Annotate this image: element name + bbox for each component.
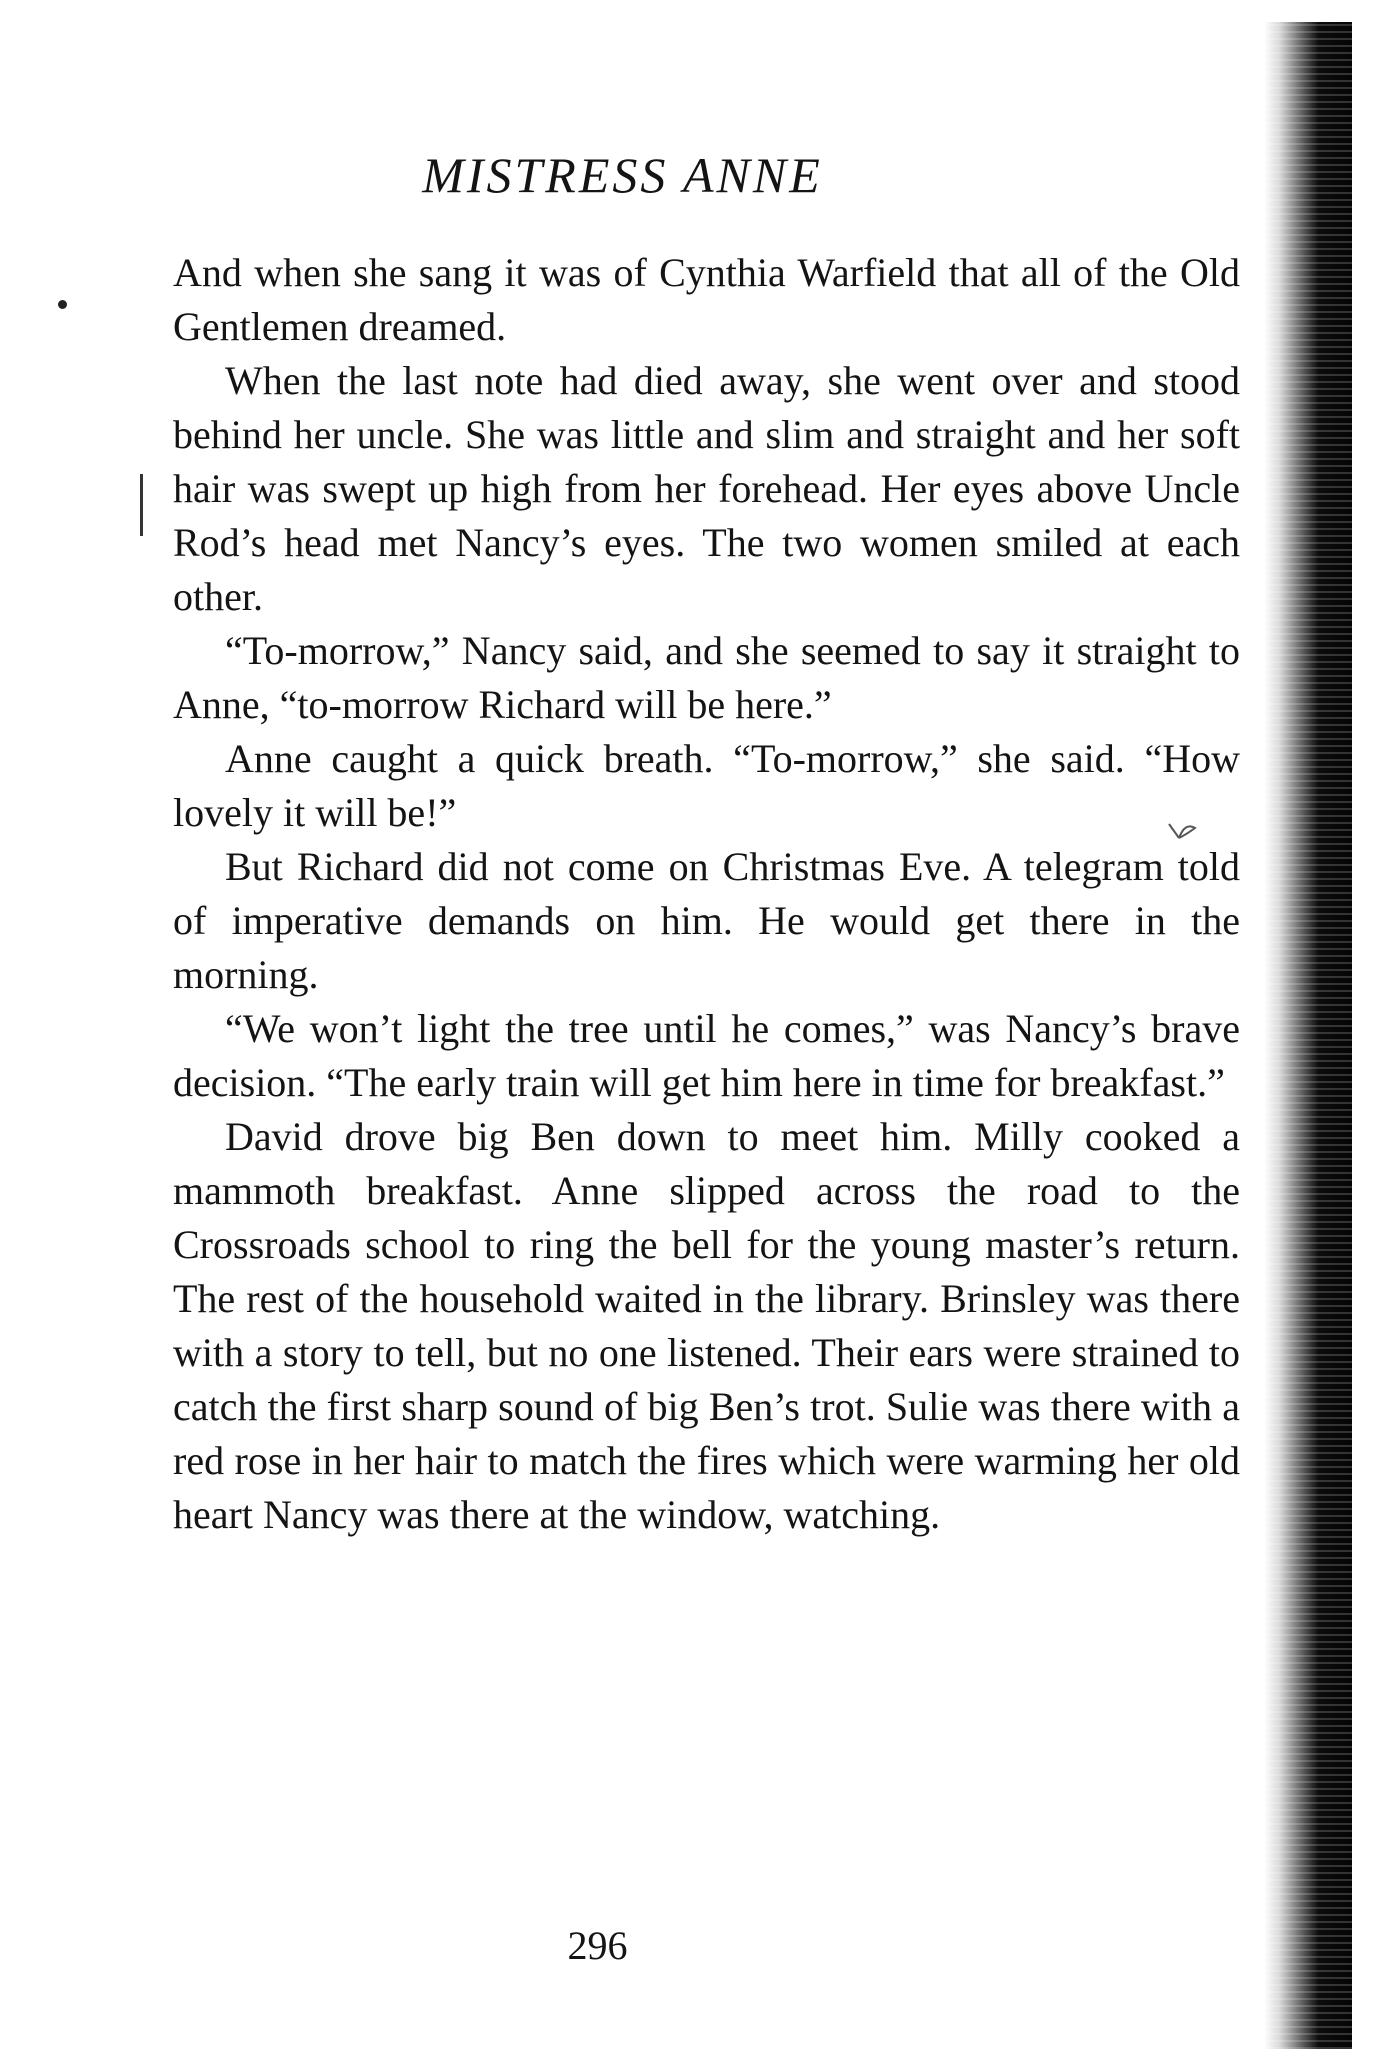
paragraph: And when she sang it was of Cynthia Warfield that all of the Old Gentlemen dreamed. <box>173 250 1240 349</box>
binding-shadow <box>1264 22 1352 2049</box>
paragraph: Anne caught a quick breath. “To-morrow,” she said. “How lovely it will be!” <box>173 736 1240 835</box>
body-text <box>173 246 1240 1542</box>
ink-speck <box>58 300 67 309</box>
running-head: MISTRESS ANNE <box>422 147 823 203</box>
paragraph: But Richard did not come on Christmas Eve. A telegram told of imperative demands on him. He would get there in the morning. <box>173 844 1240 997</box>
page-number: 296 <box>567 1923 628 1968</box>
paragraph: David drove big Ben down to meet him. Milly cooked a mammoth breakfast. Anne slipped across the road to the Crossroads school to ring the bell for the young master’s return. The rest of the household waited in the library. Brinsley was there with a story to tell, but no one listened. Their ears were strained to catch the first sharp sound of big Ben’s trot. Sulie was there with a red rose in her hair to match the fires which were warming her old heart Nancy was there at the window, watching. <box>173 1114 1240 1537</box>
paragraph: “We won’t light the tree until he comes,” was Nancy’s brave decision. “The early train will get him here in time for breakfast.” <box>173 1006 1240 1105</box>
margin-bracket-mark <box>140 474 143 536</box>
paragraph: “To-morrow,” Nancy said, and she seemed to say it straight to Anne, “to-morrow Richard will be here.” <box>173 628 1240 727</box>
paragraph: When the last note had died away, she went over and stood behind her uncle. She was little and slim and straight and her soft hair was swept up high from her forehead. Her eyes above Uncle Rod’s head met Nancy’s eyes. The two women smiled at each other. <box>173 358 1240 619</box>
